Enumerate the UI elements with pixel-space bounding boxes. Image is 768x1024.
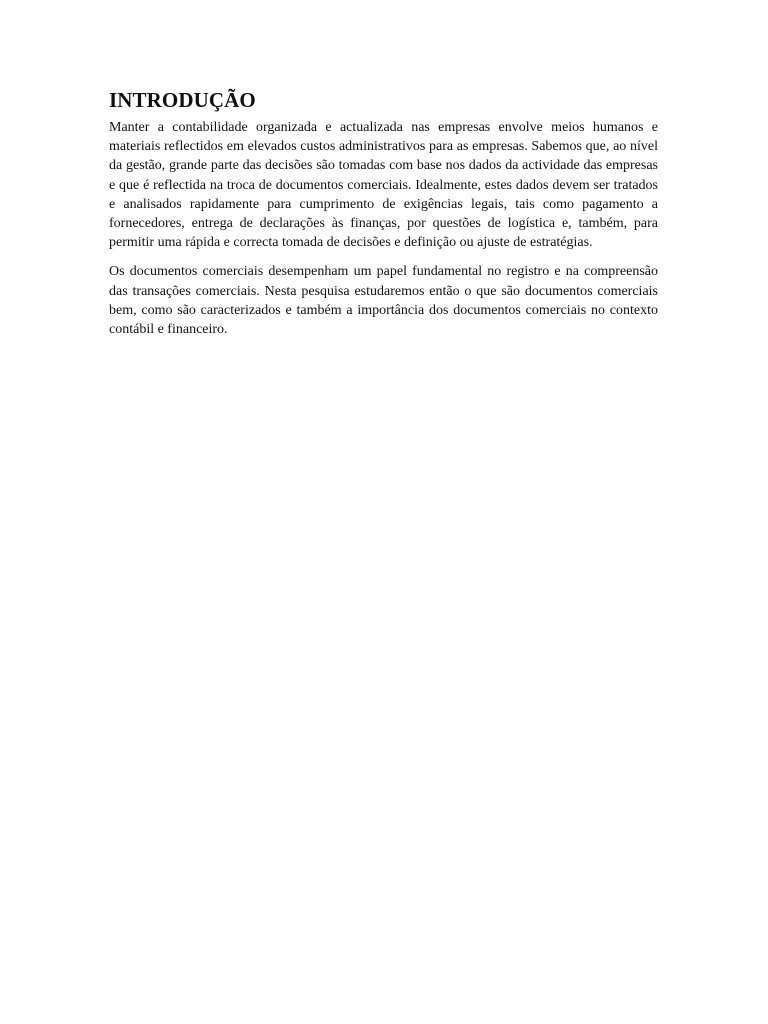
section-heading: INTRODUÇÃO xyxy=(109,88,256,112)
paragraph-1: Manter a contabilidade organizada e actualizada nas empresas envolve meios humanos e materiais reflectidos em elevados custos administrativos para as empresas. Sabemos que, ao nível da gestão, grande parte das decisões são tomadas com base nos dados da actividade das empresas e que é reflectida na troca de documentos comerciais. Idealmente, estes dados devem ser tratados e analisados rapidamente para cumprimento de exigências legais, tais como pagamento a fornecedores, entrega de declarações às finanças, por questões de logística e, também, para permitir uma rápida e correcta tomada de decisões e definição ou ajuste de estratégias. xyxy=(109,120,658,251)
paragraph-2: Os documentos comerciais desempenham um papel fundamental no registro e na compreensão das transações comerciais. Nesta pesquisa estudaremos então o que são documentos comerciais bem, como são caracterizados e também a importância dos documentos comerciais no contexto contábil e financeiro. xyxy=(109,264,658,338)
page-content xyxy=(109,86,658,349)
